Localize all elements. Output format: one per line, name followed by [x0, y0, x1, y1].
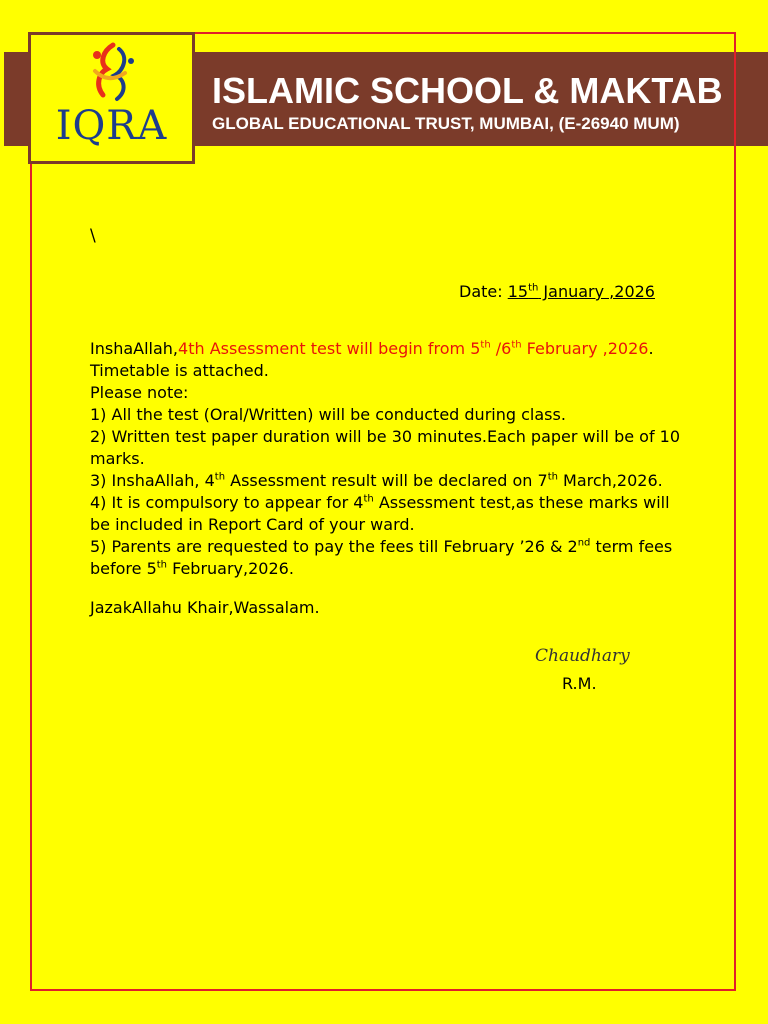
- signature: Chaudhary: [535, 646, 630, 666]
- note-point-5: 5) Parents are requested to pay the fees till February ’26 & 2nd term fees before 5th February,2026.: [90, 537, 673, 578]
- calligraphy-emblem-icon: [73, 41, 153, 105]
- letter-date: Date: 15th January ,2026: [459, 282, 655, 301]
- note-point-2: 2) Written test paper duration will be 30 minutes.Each paper will be of 10 marks.: [90, 427, 681, 468]
- letter-body: [90, 338, 690, 580]
- note-heading: Please note:: [90, 383, 189, 402]
- note-point-1: 1) All the test (Oral/Written) will be conducted during class.: [90, 405, 566, 424]
- school-logo: [28, 32, 195, 164]
- note-point-4: 4) It is compulsory to appear for 4th Assessment test,as these marks will be included in Report Card of your ward.: [90, 493, 670, 534]
- trust-name: GLOBAL EDUCATIONAL TRUST, MUMBAI, (E-26940 MUM): [212, 114, 680, 133]
- timetable-line: Timetable is attached.: [90, 361, 269, 380]
- signer-initials: R.M.: [562, 674, 597, 693]
- stray-mark: \: [90, 226, 96, 246]
- logo-text: IQRA: [55, 103, 168, 149]
- closing-line: JazakAllahu Khair,Wassalam.: [90, 598, 320, 617]
- note-point-3: 3) InshaAllah, 4th Assessment result will be declared on 7th March,2026.: [90, 471, 663, 490]
- intro-line: InshaAllah,4th Assessment test will begin from 5th /6th February ,2026.: [90, 339, 654, 358]
- school-name: ISLAMIC SCHOOL & MAKTAB: [212, 70, 723, 111]
